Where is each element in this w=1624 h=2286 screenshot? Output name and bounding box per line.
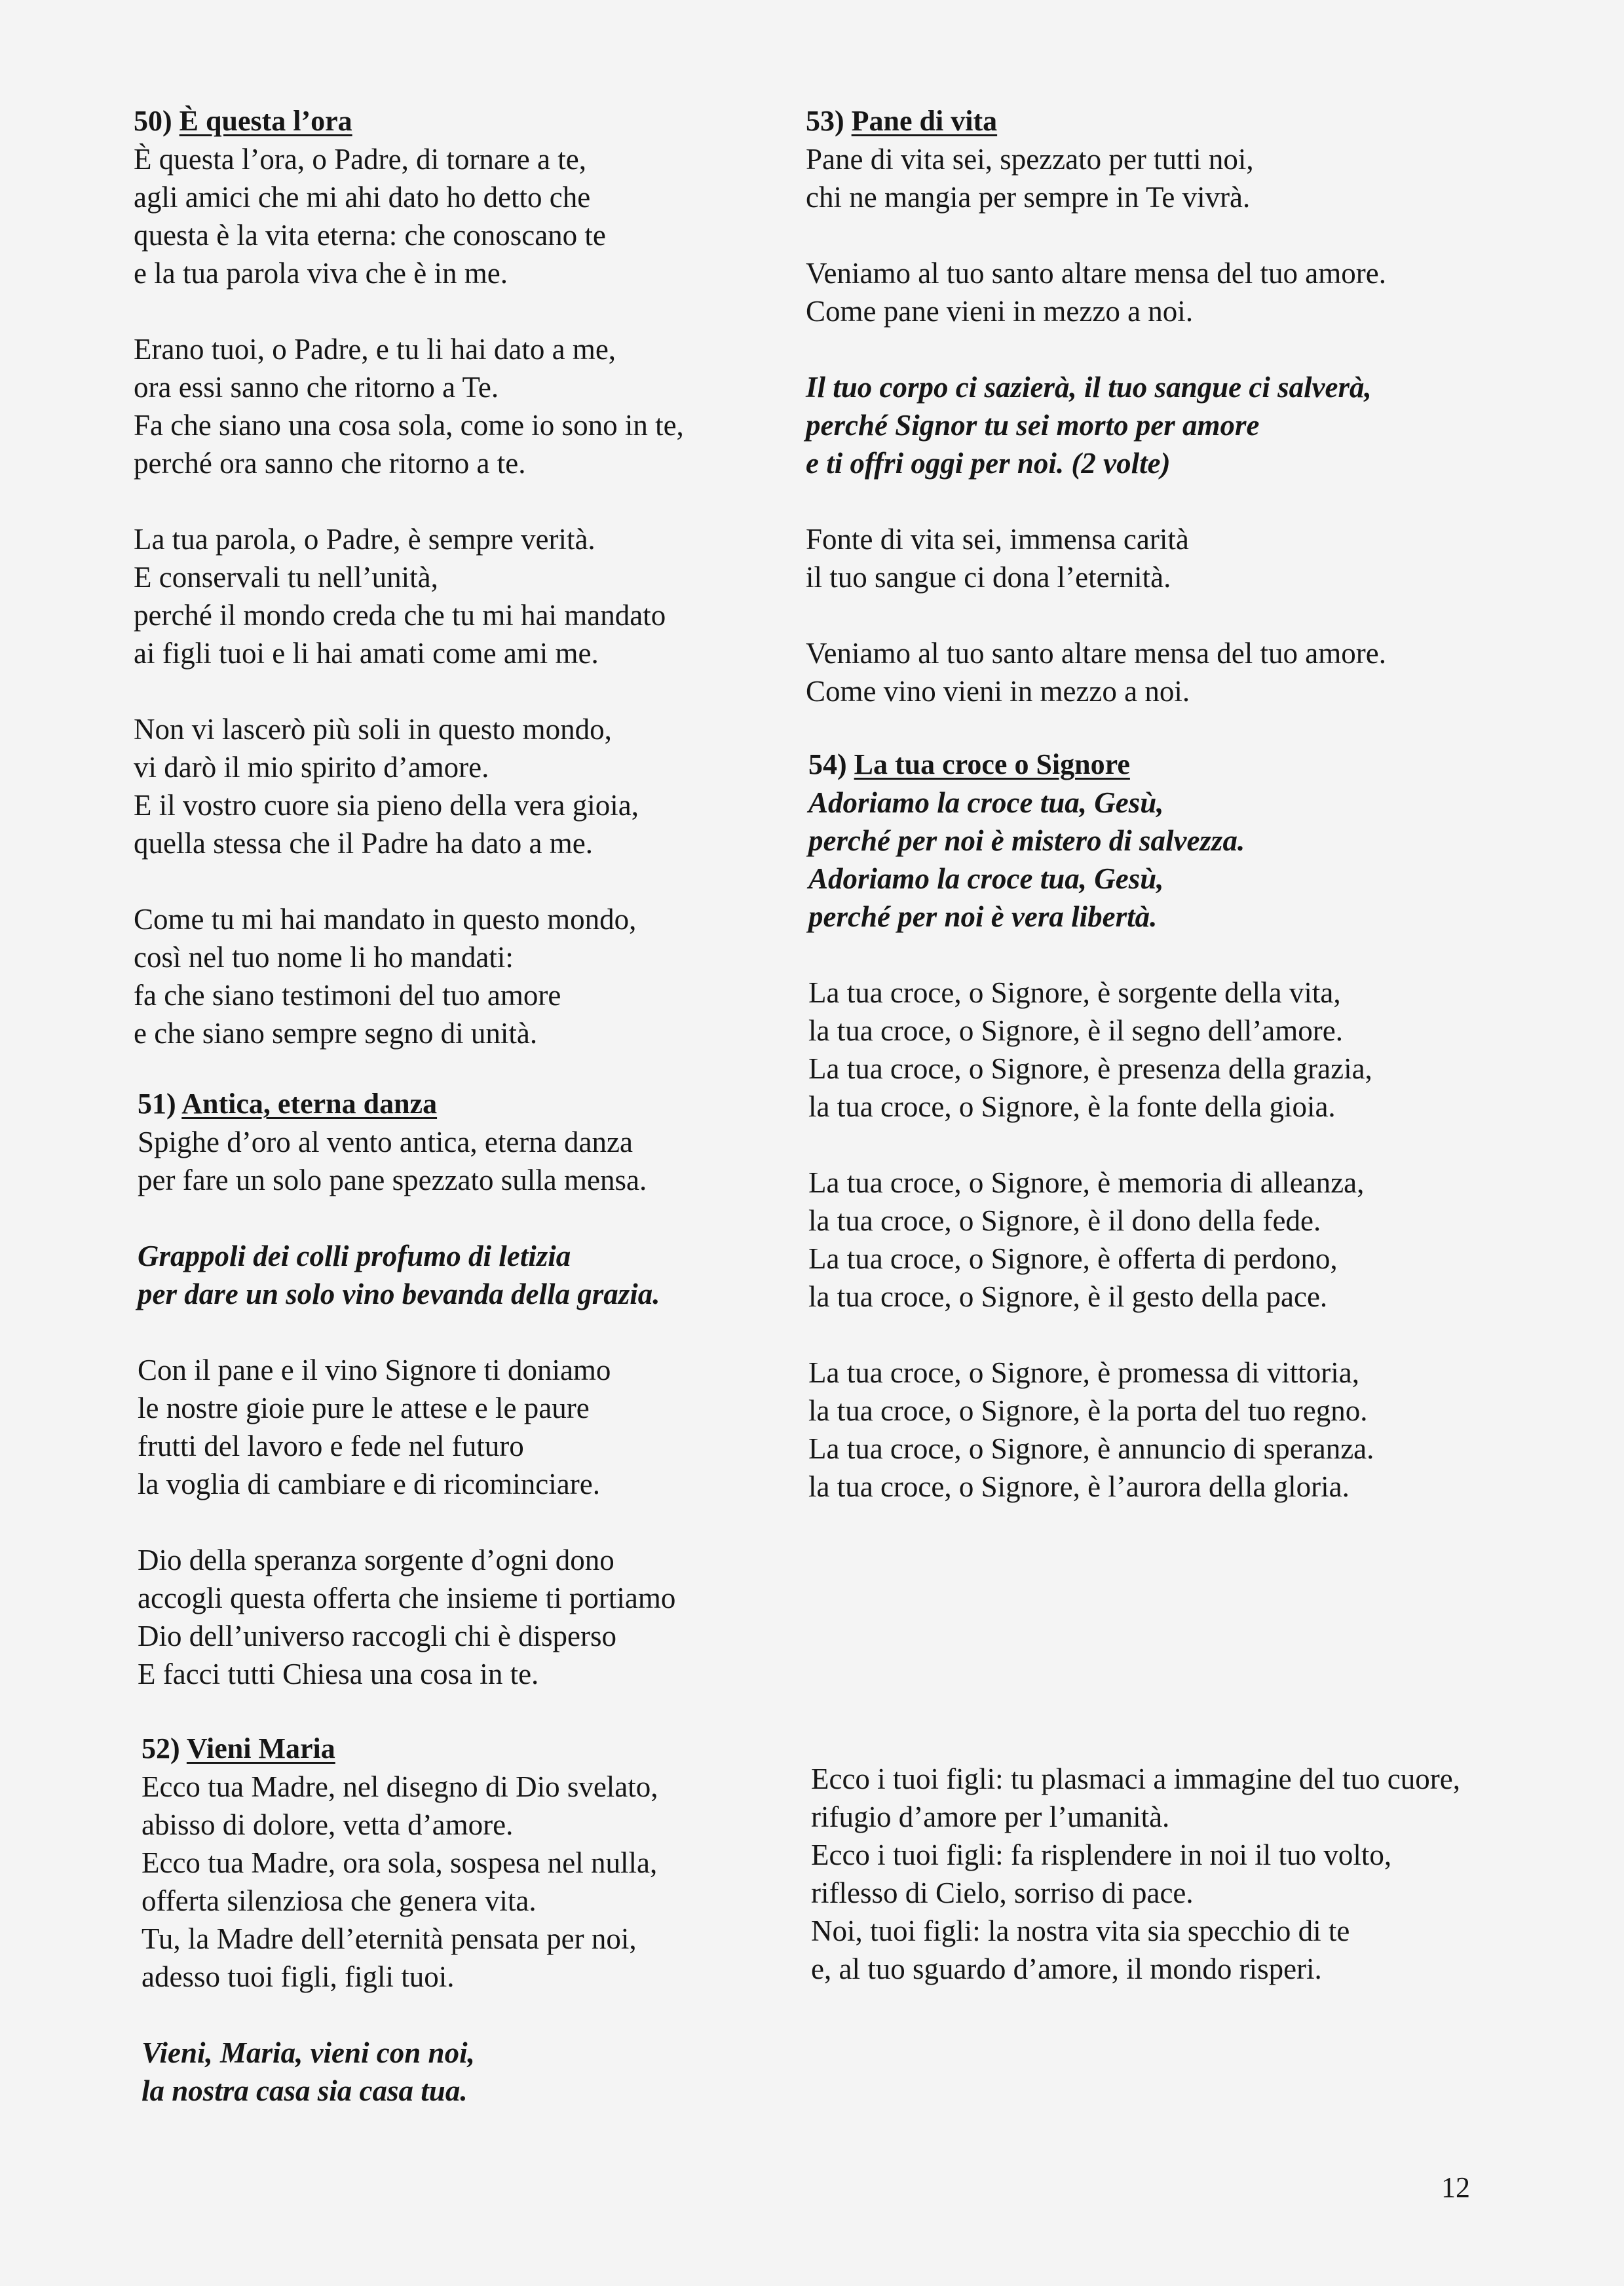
lyric-line: vi darò il mio spirito d’amore.	[134, 751, 489, 784]
song-number: 50)	[134, 105, 172, 137]
song-number: 51)	[138, 1088, 176, 1120]
lyric-line: La tua croce, o Signore, è offerta di perdono,	[808, 1242, 1338, 1275]
lyric-line: quella stessa che il Padre ha dato a me.	[134, 827, 593, 860]
lyric-line: Come tu mi hai mandato in questo mondo,	[134, 903, 637, 936]
lyric-line: la tua croce, o Signore, è il dono della fede.	[808, 1204, 1321, 1237]
lyric-line: Come vino vieni in mezzo a noi.	[806, 675, 1190, 708]
lyric-line: Erano tuoi, o Padre, e tu li hai dato a me,	[134, 333, 616, 366]
stanza	[806, 634, 1386, 710]
lyric-line: la tua croce, o Signore, è la porta del tuo regno.	[808, 1394, 1368, 1427]
lyric-line: Fa che siano una cosa sola, come io sono in te,	[134, 409, 684, 442]
song-52	[142, 1730, 658, 2110]
lyric-line: Pane di vita sei, spezzato per tutti noi,	[806, 143, 1254, 176]
song-title-text: È questa l’ora	[179, 105, 352, 137]
lyric-line: la nostra casa sia casa tua.	[142, 2074, 468, 2107]
lyric-line: La tua croce, o Signore, è annuncio di speranza.	[808, 1432, 1374, 1465]
lyric-line: perché ora sanno che ritorno a te.	[134, 447, 526, 480]
lyric-line: la tua croce, o Signore, è la fonte della gioia.	[808, 1090, 1336, 1123]
lyric-line: Veniamo al tuo santo altare mensa del tuo amore.	[806, 257, 1386, 290]
stanza	[138, 1123, 675, 1199]
lyric-line: le nostre gioie pure le attese e le paure	[138, 1392, 590, 1424]
song-title-text: Antica, eterna danza	[181, 1088, 438, 1120]
stanza	[811, 1760, 1460, 1988]
lyric-line: La tua croce, o Signore, è promessa di vittoria,	[808, 1356, 1359, 1389]
stanza	[142, 1768, 658, 1996]
lyric-line: La tua croce, o Signore, è sorgente della vita,	[808, 976, 1341, 1009]
lyric-line: la voglia di cambiare e di ricominciare.	[138, 1468, 600, 1500]
song-title	[134, 102, 684, 140]
stanza	[806, 140, 1386, 216]
stanza	[808, 1164, 1374, 1316]
lyric-line: perché per noi è vera libertà.	[808, 900, 1158, 933]
lyric-line: Adoriamo la croce tua, Gesù,	[808, 786, 1164, 819]
lyric-line: È questa l’ora, o Padre, di tornare a te,	[134, 143, 586, 176]
stanza	[134, 330, 684, 482]
lyric-line: Adoriamo la croce tua, Gesù,	[808, 862, 1164, 895]
stanza	[134, 520, 684, 672]
lyric-line: perché il mondo creda che tu mi hai mandato	[134, 599, 666, 632]
lyric-line: La tua croce, o Signore, è memoria di alleanza,	[808, 1166, 1365, 1199]
lyric-line: abisso di dolore, vetta d’amore.	[142, 1808, 514, 1841]
lyric-line: fa che siano testimoni del tuo amore	[134, 979, 561, 1012]
song-title	[142, 1730, 658, 1768]
lyric-line: perché Signor tu sei morto per amore	[806, 409, 1260, 442]
song-number: 54)	[808, 748, 847, 780]
lyric-line: La tua parola, o Padre, è sempre verità.	[134, 523, 595, 556]
song-52-continued	[811, 1760, 1460, 1988]
lyric-line: E facci tutti Chiesa una cosa in te.	[138, 1658, 539, 1690]
song-number: 53)	[806, 105, 844, 137]
lyric-line: ai figli tuoi e li hai amati come ami me.	[134, 637, 599, 670]
stanza	[138, 1541, 675, 1693]
lyric-line: e, al tuo sguardo d’amore, il mondo risperi.	[811, 1953, 1322, 1985]
song-title	[138, 1085, 675, 1123]
song-title-text: Vieni Maria	[186, 1732, 335, 1764]
lyric-line: offerta silenziosa che genera vita.	[142, 1884, 537, 1917]
refrain	[806, 368, 1386, 482]
lyric-line: Ecco i tuoi figli: fa risplendere in noi il tuo volto,	[811, 1838, 1392, 1871]
lyric-line: agli amici che mi ahi dato ho detto che	[134, 181, 591, 214]
song-title-text: Pane di vita	[851, 105, 998, 137]
lyric-line: perché per noi è mistero di salvezza.	[808, 824, 1245, 857]
lyric-line: il tuo sangue ci dona l’eternità.	[806, 561, 1171, 594]
lyric-line: Spighe d’oro al vento antica, eterna danza	[138, 1126, 633, 1158]
lyric-line: questa è la vita eterna: che conoscano te	[134, 219, 606, 252]
lyric-line: E il vostro cuore sia pieno della vera gioia,	[134, 789, 639, 822]
lyric-line: rifugio d’amore per l’umanità.	[811, 1800, 1170, 1833]
lyric-line: così nel tuo nome li ho mandati:	[134, 941, 514, 974]
lyric-line: accogli questa offerta che insieme ti portiamo	[138, 1582, 676, 1614]
refrain	[138, 1237, 675, 1313]
lyric-line: Ecco tua Madre, nel disegno di Dio svelato,	[142, 1770, 658, 1803]
lyric-line: per dare un solo vino bevanda della grazia.	[138, 1278, 660, 1310]
lyric-line: Ecco i tuoi figli: tu plasmaci a immagine del tuo cuore,	[811, 1762, 1460, 1795]
stanza	[134, 710, 684, 862]
lyric-line: e la tua parola viva che è in me.	[134, 257, 508, 290]
lyric-line: per fare un solo pane spezzato sulla mensa.	[138, 1164, 647, 1196]
song-51	[138, 1085, 675, 1693]
lyric-line: e che siano sempre segno di unità.	[134, 1017, 538, 1050]
lyric-line: chi ne mangia per sempre in Te vivrà.	[806, 181, 1251, 214]
lyric-line: Dio dell’universo raccogli chi è disperso	[138, 1620, 617, 1652]
lyric-line: Dio della speranza sorgente d’ogni dono	[138, 1544, 614, 1576]
lyric-line: Vieni, Maria, vieni con noi,	[142, 2036, 475, 2069]
stanza	[134, 900, 684, 1052]
lyric-line: ora essi sanno che ritorno a Te.	[134, 371, 499, 404]
lyric-line: la tua croce, o Signore, è il gesto della pace.	[808, 1280, 1328, 1313]
lyric-line: Ecco tua Madre, ora sola, sospesa nel nulla,	[142, 1846, 658, 1879]
stanza	[806, 520, 1386, 596]
lyric-line: Veniamo al tuo santo altare mensa del tuo amore.	[806, 637, 1386, 670]
refrain	[142, 2034, 658, 2110]
lyric-line: E conservali tu nell’unità,	[134, 561, 438, 594]
lyric-line: adesso tuoi figli, figli tuoi.	[142, 1960, 455, 1993]
song-53	[806, 102, 1386, 710]
lyric-line: la tua croce, o Signore, è il segno dell’amore.	[808, 1014, 1343, 1047]
lyric-line: La tua croce, o Signore, è presenza della grazia,	[808, 1052, 1372, 1085]
song-title	[806, 102, 1386, 140]
song-title-text: La tua croce o Signore	[854, 748, 1130, 780]
song-number: 52)	[142, 1732, 180, 1764]
lyric-line: Grappoli dei colli profumo di letizia	[138, 1240, 571, 1272]
song-50	[134, 102, 684, 1052]
stanza	[138, 1351, 675, 1503]
refrain	[808, 784, 1374, 936]
lyric-line: e ti offri oggi per noi. (2 volte)	[806, 447, 1171, 480]
lyric-line: Come pane vieni in mezzo a noi.	[806, 295, 1194, 328]
stanza	[808, 1354, 1374, 1506]
stanza	[134, 140, 684, 292]
lyric-line: Il tuo corpo ci sazierà, il tuo sangue ci salverà,	[806, 371, 1372, 404]
song-title	[808, 746, 1374, 784]
page-number: 12	[1441, 2171, 1470, 2203]
song-54	[808, 746, 1374, 1506]
lyric-line: Fonte di vita sei, immensa carità	[806, 523, 1189, 556]
stanza	[806, 254, 1386, 330]
lyric-line: frutti del lavoro e fede nel futuro	[138, 1430, 524, 1462]
lyric-line: Non vi lascerò più soli in questo mondo,	[134, 713, 612, 746]
lyric-line: Noi, tuoi figli: la nostra vita sia specchio di te	[811, 1915, 1350, 1947]
lyric-line: la tua croce, o Signore, è l’aurora della gloria.	[808, 1470, 1350, 1503]
lyric-line: Tu, la Madre dell’eternità pensata per noi,	[142, 1922, 637, 1955]
lyric-line: riflesso di Cielo, sorriso di pace.	[811, 1876, 1194, 1909]
lyric-line: Con il pane e il vino Signore ti doniamo	[138, 1354, 611, 1386]
stanza	[808, 974, 1374, 1126]
